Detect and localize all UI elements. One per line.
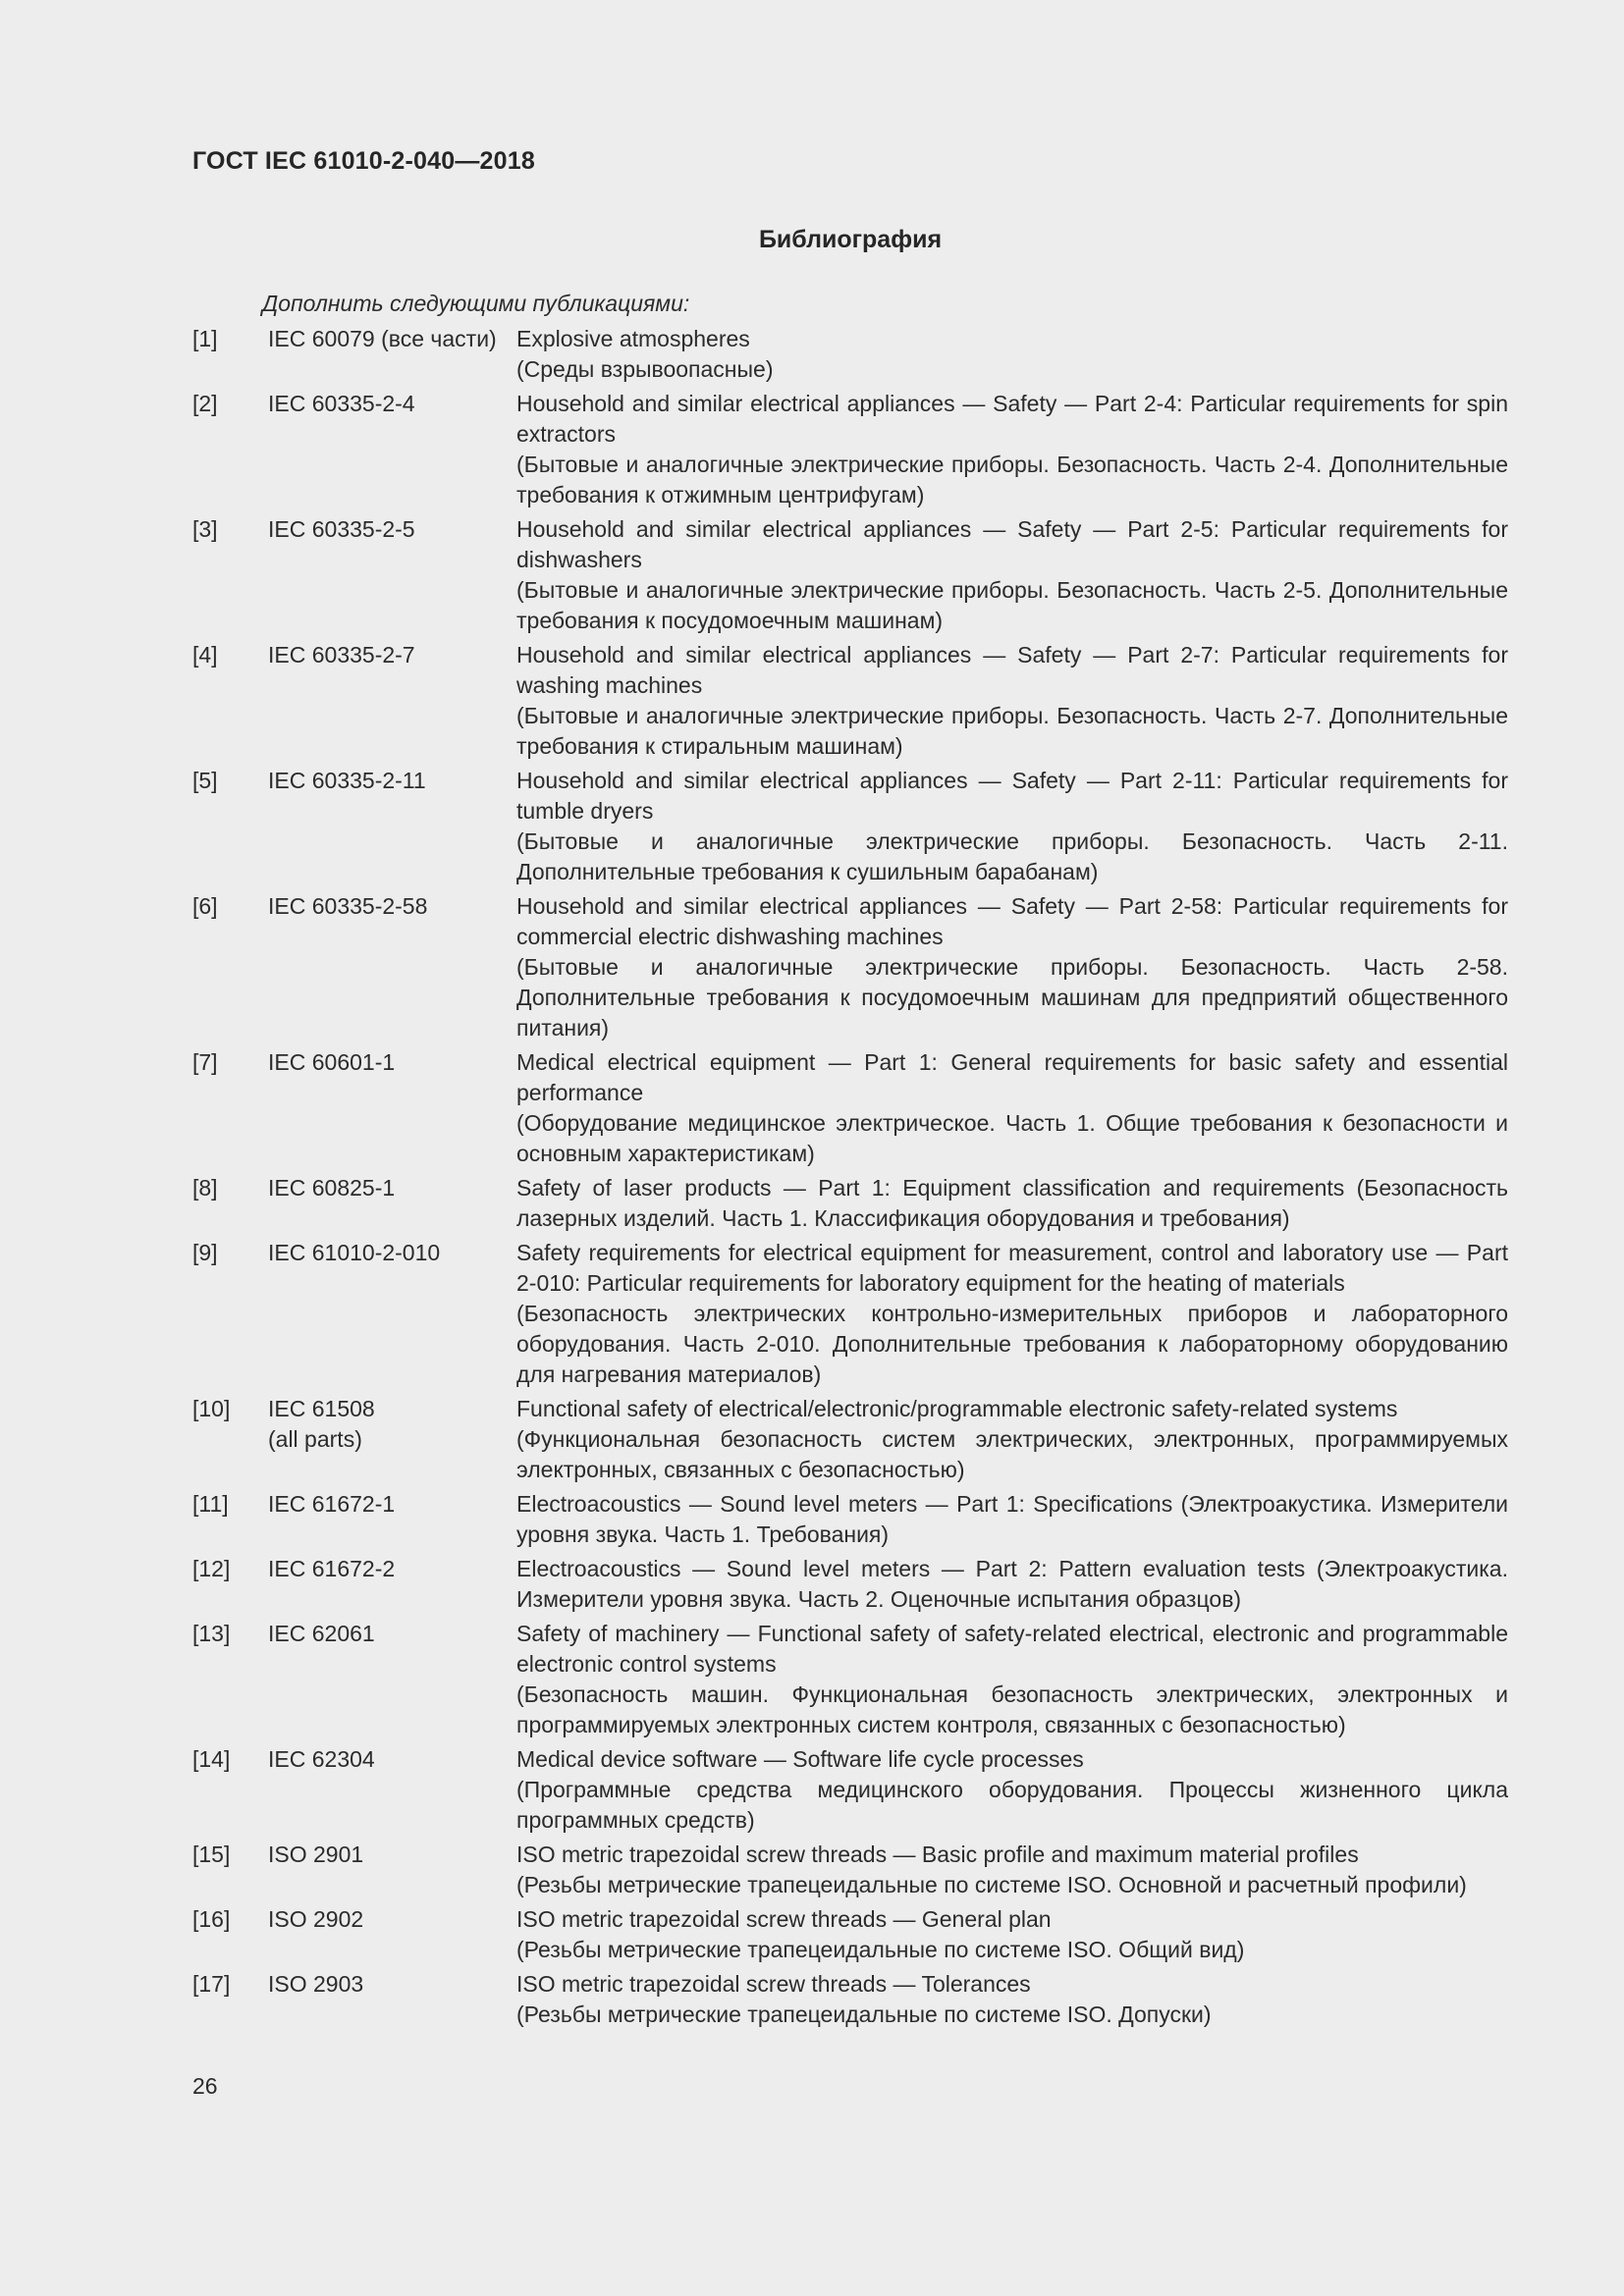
entry-standard-code <box>268 640 525 670</box>
bibliography-list <box>192 324 1508 2034</box>
entry-number: [4] <box>192 642 218 667</box>
entry-standard-code <box>268 1238 525 1268</box>
entry-number: [2] <box>192 391 218 416</box>
entry-description <box>516 1619 1508 1740</box>
entry-standard-code <box>268 389 525 419</box>
entry-standard-code-main: IEC 62304 <box>268 1746 375 1772</box>
entry-number: [14] <box>192 1746 231 1772</box>
entry-number: [8] <box>192 1175 218 1201</box>
entry-description <box>516 324 1508 385</box>
entry-standard-code-sub: (all parts) <box>268 1426 362 1452</box>
bibliography-entry <box>192 1904 1508 1965</box>
bibliography-entry <box>192 1554 1508 1615</box>
entry-title-translation: (Программные средства медицинского оборудования. Процессы жизненного цикла программных средств) <box>516 1777 1508 1833</box>
entry-title-original: Safety of machinery — Functional safety of safety-related electrical, electronic and programmable electronic control systems <box>516 1621 1508 1677</box>
entry-title-translation: (Среды взрывоопасные) <box>516 356 774 382</box>
entry-description <box>516 1047 1508 1169</box>
entry-title-original: Safety of laser products — Part 1: Equipment classification and requirements (Безопасность лазерных изделий. Часть 1. Классификация оборудования и требования) <box>516 1175 1508 1231</box>
entry-standard-code-main: IEC 60825-1 <box>268 1175 396 1201</box>
entry-title-translation: (Резьбы метрические трапецеидальные по системе ISO. Допуски) <box>516 2002 1212 2027</box>
entry-standard-code-main: IEC 60335-2-58 <box>268 893 428 919</box>
bibliography-entry <box>192 1969 1508 2030</box>
bibliography-entry <box>192 891 1508 1043</box>
entry-title-original: ISO metric trapezoidal screw threads — Tolerances <box>516 1971 1031 1997</box>
entry-standard-code <box>268 1619 525 1649</box>
entry-description <box>516 1489 1508 1550</box>
entry-standard-code-main: ISO 2902 <box>268 1906 364 1932</box>
entry-description <box>516 1173 1508 1234</box>
entry-number: [3] <box>192 516 218 542</box>
entry-description <box>516 1238 1508 1390</box>
entry-title-original: Household and similar electrical appliances — Safety — Part 2-58: Particular requirements for commercial electric dishwashing machines <box>516 893 1508 949</box>
entry-title-translation: (Бытовые и аналогичные электрические приборы. Безопасность. Часть 2-11. Дополнительные требования к сушильным барабанам) <box>516 828 1508 884</box>
entry-standard-code <box>268 1554 525 1584</box>
entry-standard-code <box>268 1744 525 1775</box>
entry-number: [6] <box>192 893 218 919</box>
entry-standard-code-main: IEC 60335-2-4 <box>268 391 415 416</box>
entry-standard-code-main: IEC 61672-1 <box>268 1491 396 1517</box>
entry-number: [13] <box>192 1621 231 1646</box>
entry-title-original: Household and similar electrical appliances — Safety — Part 2-11: Particular requirements for tumble dryers <box>516 768 1508 824</box>
entry-number: [12] <box>192 1556 231 1581</box>
entry-standard-code-main: IEC 60335-2-7 <box>268 642 415 667</box>
entry-standard-code-main: IEC 62061 <box>268 1621 375 1646</box>
bibliography-entry <box>192 1744 1508 1836</box>
entry-standard-code <box>268 1904 525 1935</box>
entry-standard-code <box>268 514 525 545</box>
entry-standard-code-main: IEC 61010-2-010 <box>268 1240 441 1265</box>
entry-description <box>516 1969 1508 2030</box>
bibliography-entry <box>192 514 1508 636</box>
section-title: Библиография <box>758 226 943 253</box>
entry-standard-code <box>268 891 525 922</box>
entry-description <box>516 1744 1508 1836</box>
entry-description <box>516 1904 1508 1965</box>
entry-description <box>516 640 1508 762</box>
entry-standard-code <box>268 1489 525 1520</box>
entry-standard-code-main: IEC 60335-2-11 <box>268 768 426 793</box>
intro-text: Дополнить следующими публикациями: <box>262 291 690 316</box>
entry-title-translation: (Бытовые и аналогичные электрические приборы. Безопасность. Часть 2-4. Дополнительные требования к отжимным центрифугам) <box>516 452 1508 507</box>
bibliography-entry <box>192 1047 1508 1169</box>
entry-standard-code-main: IEC 60601-1 <box>268 1049 396 1075</box>
entry-title-translation: (Бытовые и аналогичные электрические приборы. Безопасность. Часть 2-58. Дополнительные требования к посудомоечным машинам для предприятий общественного питания) <box>516 954 1508 1041</box>
entry-number: [1] <box>192 326 218 351</box>
entry-title-original: Electroacoustics — Sound level meters — Part 1: Specifications (Электроакустика. Измерители уровня звука. Часть 1. Требования) <box>516 1491 1508 1547</box>
entry-description <box>516 891 1508 1043</box>
bibliography-entry <box>192 1238 1508 1390</box>
entry-standard-code <box>268 1173 525 1203</box>
entry-title-translation: (Бытовые и аналогичные электрические приборы. Безопасность. Часть 2-5. Дополнительные требования к посудомоечным машинам) <box>516 577 1508 633</box>
entry-title-translation: (Безопасность машин. Функциональная безопасность электрических, электронных и программируемых электронных систем контроля, связанных с безопасностью) <box>516 1682 1508 1737</box>
entry-standard-code <box>268 766 525 796</box>
entry-title-translation: (Оборудование медицинское электрическое. Часть 1. Общие требования к безопасности и основным характеристикам) <box>516 1110 1508 1166</box>
entry-title-translation: (Резьбы метрические трапецеидальные по системе ISO. Общий вид) <box>516 1937 1245 1962</box>
entry-description <box>516 389 1508 510</box>
entry-title-original: ISO metric trapezoidal screw threads — Basic profile and maximum material profiles <box>516 1842 1359 1867</box>
entry-number: [5] <box>192 768 218 793</box>
bibliography-entry <box>192 766 1508 887</box>
entry-title-translation: (Бытовые и аналогичные электрические приборы. Безопасность. Часть 2-7. Дополнительные требования к стиральным машинам) <box>516 703 1508 759</box>
entry-title-original: Medical electrical equipment — Part 1: General requirements for basic safety and essential performance <box>516 1049 1508 1105</box>
entry-description <box>516 1394 1508 1485</box>
entry-number: [11] <box>192 1491 229 1517</box>
entry-title-original: ISO metric trapezoidal screw threads — General plan <box>516 1906 1052 1932</box>
entry-title-original: Household and similar electrical appliances — Safety — Part 2-4: Particular requirements for spin extractors <box>516 391 1508 447</box>
entry-number: [15] <box>192 1842 231 1867</box>
bibliography-entry <box>192 1840 1508 1900</box>
entry-title-original: Medical device software — Software life cycle processes <box>516 1746 1084 1772</box>
entry-description <box>516 514 1508 636</box>
entry-title-original: Household and similar electrical appliances — Safety — Part 2-7: Particular requirements for washing machines <box>516 642 1508 698</box>
entry-title-original: Explosive atmospheres <box>516 326 750 351</box>
entry-number: [17] <box>192 1971 231 1997</box>
bibliography-entry <box>192 324 1508 385</box>
bibliography-entry <box>192 1619 1508 1740</box>
entry-title-original: Household and similar electrical appliances — Safety — Part 2-5: Particular requirements for dishwashers <box>516 516 1508 572</box>
page-number: 26 <box>192 2073 218 2099</box>
entry-title-translation: (Безопасность электрических контрольно-измерительных приборов и лабораторного оборудования. Часть 2-010. Дополнительные требования к лабораторному оборудованию для нагревания материалов) <box>516 1301 1508 1387</box>
entry-standard-code-main: ISO 2903 <box>268 1971 364 1997</box>
entry-standard-code-main: IEC 60335-2-5 <box>268 516 415 542</box>
entry-number: [16] <box>192 1906 231 1932</box>
bibliography-entry <box>192 1489 1508 1550</box>
entry-standard-code-main: ISO 2901 <box>268 1842 364 1867</box>
bibliography-entry <box>192 1394 1508 1485</box>
entry-description <box>516 766 1508 887</box>
entry-title-translation: (Функциональная безопасность систем электрических, электронных, программируемых электронных, связанных с безопасностью) <box>516 1426 1508 1482</box>
entry-standard-code-main: IEC 61672-2 <box>268 1556 396 1581</box>
bibliography-entry <box>192 389 1508 510</box>
entry-standard-code <box>268 1394 525 1455</box>
document-header: ГОСТ IEC 61010-2-040—2018 <box>192 147 535 175</box>
entry-title-translation: (Резьбы метрические трапецеидальные по системе ISO. Основной и расчетный профили) <box>516 1872 1467 1897</box>
entry-title-original: Electroacoustics — Sound level meters — Part 2: Pattern evaluation tests (Электроакустика. Измерители уровня звука. Часть 2. Оценочные испытания образцов) <box>516 1556 1508 1612</box>
entry-standard-code-main: IEC 60079 (все части) <box>268 326 497 351</box>
entry-title-original: Functional safety of electrical/electronic/programmable electronic safety-related systems <box>516 1396 1398 1421</box>
entry-standard-code <box>268 324 525 354</box>
bibliography-entry <box>192 1173 1508 1234</box>
entry-standard-code <box>268 1840 525 1870</box>
entry-number: [9] <box>192 1240 218 1265</box>
entry-number: [10] <box>192 1396 231 1421</box>
entry-number: [7] <box>192 1049 218 1075</box>
entry-description <box>516 1554 1508 1615</box>
entry-title-original: Safety requirements for electrical equipment for measurement, control and laboratory use — Part 2-010: Particular requirements for laboratory equipment for the heating of materials <box>516 1240 1508 1296</box>
entry-description <box>516 1840 1508 1900</box>
bibliography-entry <box>192 640 1508 762</box>
entry-standard-code <box>268 1969 525 2000</box>
entry-standard-code <box>268 1047 525 1078</box>
entry-standard-code-main: IEC 61508 <box>268 1396 375 1421</box>
